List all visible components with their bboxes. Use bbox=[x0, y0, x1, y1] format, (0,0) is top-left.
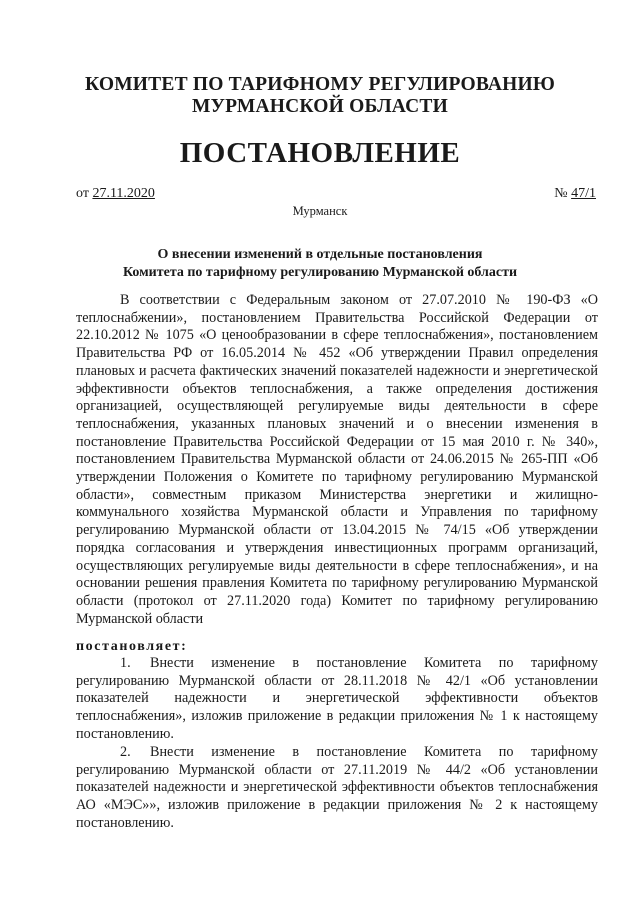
item-number: 1. bbox=[120, 655, 131, 671]
city: Мурманск bbox=[292, 204, 348, 218]
subject-line2: Комитета по тарифному регулированию Мурманской области bbox=[122, 265, 518, 280]
subject-heading bbox=[0, 246, 640, 282]
document-date bbox=[76, 185, 155, 203]
date-number-row bbox=[76, 185, 596, 203]
preamble-paragraph: В соответствии с Федеральным законом от 27.07.2010 № 190-ФЗ «О теплоснабжении», постановлением Правительства Российской Федерации от 22.10.2012 № 1075 «О ценообразовании в сфере теплоснабжения», постановлением Правительства РФ от 16.05.2014 № 452 «Об утверждении Правил определения плановых и расчета фактических значений показателей надежности и энергетической эффективности объектов теплоснабжения, а также определения достижения организацией, осуществляющей регулируемые виды деятельности в сфере теплоснабжения, указанных плановых значений и о внесении изменения в постановление Правительства Российской Федерации от 15 мая 2010 г. № 340», постановлением Правительства Мурманской области от 24.06.2015 № 265-ПП «Об утверждении Положения о Комитете по тарифному регулированию Мурманской области», совместным приказом Министерства энергетики и жилищно-коммунального хозяйства Мурманской области и Управления по тарифному регулированию Мурманской области от 13.04.2015 № 74/15 «Об утверждении порядка согласования и утверждения инвестиционных программ организаций, осуществляющих регулируемые виды деятельности в сфере теплоснабжения», и на основании решения правления Комитета по тарифному регулированию Мурманской области (протокол от 27.11.2020 года) Комитет по тарифному регулированию Мурманской области bbox=[76, 292, 598, 627]
committee-name-line2: МУРМАНСКОЙ ОБЛАСТИ bbox=[192, 96, 448, 117]
date-value: 27.11.2020 bbox=[92, 186, 155, 201]
number-prefix: № bbox=[554, 186, 572, 201]
list-item bbox=[76, 655, 598, 744]
list-item bbox=[76, 744, 598, 833]
document-type-title: ПОСТАНОВЛЕНИЕ bbox=[179, 137, 461, 169]
number-value: 47/1 bbox=[571, 186, 596, 201]
item-text: Внести изменение в постановление Комитета по тарифному регулированию Мурманской области от 28.11.2018 № 42/1 «Об установлении показателей надежности и энергетической эффективности объектов теплоснабжения», изложив приложение в редакции приложения № 1 к настоящему постановлению. bbox=[76, 655, 598, 742]
decree-word: постановляет: bbox=[76, 639, 188, 654]
committee-name-line1: КОМИТЕТ ПО ТАРИФНОМУ РЕГУЛИРОВАНИЮ bbox=[84, 74, 556, 95]
subject-line1: О внесении изменений в отдельные постановления bbox=[157, 247, 483, 262]
item-text: Внести изменение в постановление Комитета по тарифному регулированию Мурманской области от 27.11.2019 № 44/2 «Об установлении показателей надежности и энергетической эффективности объектов теплоснабжения АО «МЭС»», изложив приложение в редакции приложения № 2 к настоящему постановлению. bbox=[76, 744, 598, 831]
document-number bbox=[554, 185, 596, 203]
item-number: 2. bbox=[120, 744, 131, 760]
date-prefix: от bbox=[76, 186, 93, 201]
